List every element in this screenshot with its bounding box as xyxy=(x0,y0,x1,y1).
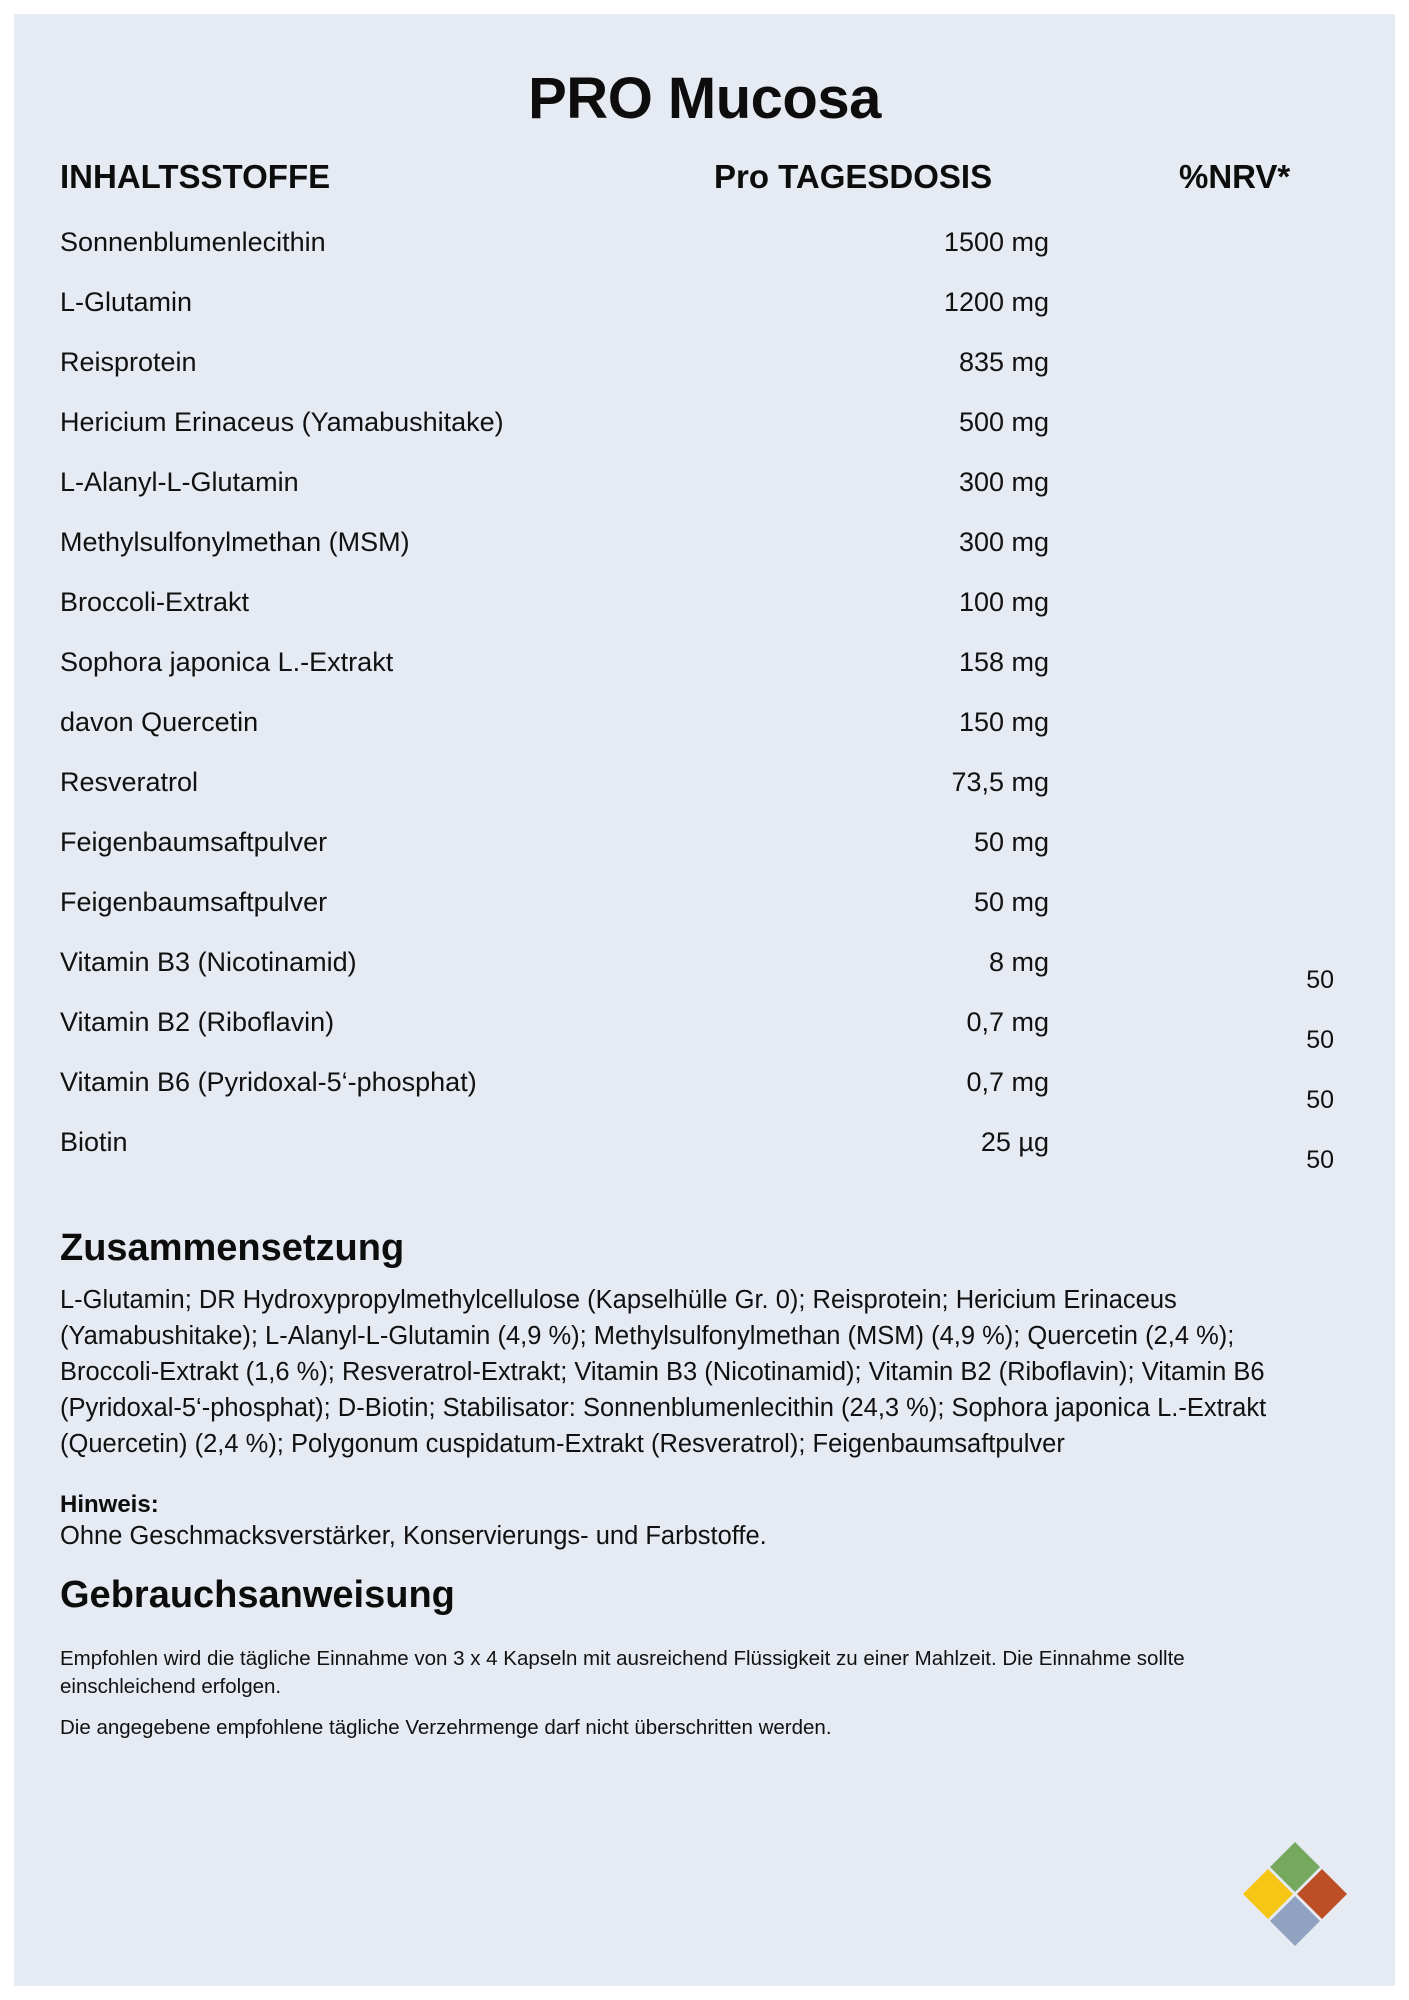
table-row xyxy=(14,284,1395,344)
page-title: PRO Mucosa xyxy=(528,66,881,131)
column-header-ingredients: INHALTSSTOFFE xyxy=(60,158,331,195)
table-row xyxy=(14,224,1395,284)
ingredient-name: Resveratrol xyxy=(60,767,199,797)
table-row xyxy=(14,1064,1395,1124)
ingredient-dose: 25 µg xyxy=(980,1127,1049,1157)
ingredient-dose: 158 mg xyxy=(958,647,1049,677)
ingredient-name: Methylsulfonylmethan (MSM) xyxy=(60,527,410,557)
supplement-label-panel xyxy=(14,14,1395,1986)
hinweis-section xyxy=(14,1491,1395,1553)
ingredient-name: L-Glutamin xyxy=(60,287,193,317)
ingredient-name: Feigenbaumsaftpulver xyxy=(60,887,328,917)
table-row xyxy=(14,584,1395,644)
table-row xyxy=(14,884,1395,944)
ingredient-name: Sophora japonica L.-Extrakt xyxy=(60,647,394,677)
table-row xyxy=(14,824,1395,884)
usage-paragraph-1: Empfohlen wird die tägliche Einnahme von 3 x 4 Kapseln mit ausreichend Flüssigkeit zu einer Mahlzeit. Die Einnahme sollte einschleichend erfolgen. xyxy=(60,1646,1185,1699)
ingredient-nrv: 50 xyxy=(1306,1146,1334,1174)
ingredient-dose: 100 mg xyxy=(958,587,1049,617)
ingredient-dose: 300 mg xyxy=(958,467,1049,497)
usage-heading: Gebrauchsanweisung xyxy=(60,1574,455,1617)
ingredient-name: Feigenbaumsaftpulver xyxy=(60,827,328,857)
composition-text: L-Glutamin; DR Hydroxypropylmethylcellulose (Kapselhülle Gr. 0); Reisprotein; Hericium Erinaceus (Yamabushitake); L-Alanyl-L-Glutamin (4,9 %); Methylsulfonylmethan (MSM) (4,9 %); Quercetin (2,4 %); Broccoli-Extrakt (1,6 %); Resveratrol-Extrakt; Vitamin B3 (Nicotinamid); Vitamin B2 (Riboflavin); Vitamin B6 (Pyridoxal-5‘-phosphat); D-Biotin; Stabilisator: Sonnenblumenlecithin (24,3 %); Sophora japonica L.-Extrakt (Quercetin) (2,4 %); Polygonum cuspidatum-Extrakt (Resveratrol); Feigenbaumsaftpulver xyxy=(60,1285,1267,1459)
ingredient-nrv: 50 xyxy=(1306,1086,1334,1114)
hinweis-label: Hinweis: xyxy=(60,1490,159,1518)
ingredient-dose: 500 mg xyxy=(958,407,1049,437)
ingredient-name: Broccoli-Extrakt xyxy=(60,587,250,617)
ingredient-dose: 1200 mg xyxy=(943,287,1049,317)
composition-heading: Zusammensetzung xyxy=(60,1227,405,1269)
ingredient-name: Biotin xyxy=(60,1127,128,1157)
hinweis-text: Ohne Geschmacksverstärker, Konservierungs- und Farbstoffe. xyxy=(60,1521,767,1550)
table-row xyxy=(14,704,1395,764)
table-header-row xyxy=(14,158,1395,202)
ingredient-dose: 300 mg xyxy=(958,527,1049,557)
usage-section xyxy=(14,1619,1395,1743)
ingredient-name: Sonnenblumenlecithin xyxy=(60,227,326,257)
ingredient-name: davon Quercetin xyxy=(60,707,259,737)
table-row xyxy=(14,344,1395,404)
ingredient-dose: 0,7 mg xyxy=(966,1067,1049,1097)
ingredient-dose: 1500 mg xyxy=(943,227,1049,257)
column-header-dose: Pro TAGESDOSIS xyxy=(714,158,993,195)
ingredient-name: Vitamin B2 (Riboflavin) xyxy=(60,1007,335,1037)
ingredient-name: Hericium Erinaceus (Yamabushitake) xyxy=(60,407,504,437)
composition-section xyxy=(14,1226,1395,1463)
ingredient-dose: 50 mg xyxy=(973,887,1049,917)
usage-paragraph-2: Die angegebene empfohlene tägliche Verzehrmenge darf nicht überschritten werden. xyxy=(60,1716,832,1739)
ingredient-name: Vitamin B3 (Nicotinamid) xyxy=(60,947,357,977)
column-header-nrv: %NRV* xyxy=(1179,158,1291,195)
ingredient-nrv: 50 xyxy=(1306,1026,1334,1054)
table-row xyxy=(14,404,1395,464)
ingredient-dose: 73,5 mg xyxy=(951,767,1049,797)
ingredient-dose: 8 mg xyxy=(988,947,1049,977)
four-diamond-logo-icon xyxy=(1239,1838,1351,1950)
table-row xyxy=(14,524,1395,584)
table-row xyxy=(14,1124,1395,1184)
ingredient-dose: 0,7 mg xyxy=(966,1007,1049,1037)
ingredient-name: Vitamin B6 (Pyridoxal-5‘-phosphat) xyxy=(60,1067,477,1097)
table-row xyxy=(14,464,1395,524)
table-row xyxy=(14,944,1395,1004)
ingredient-table-body xyxy=(14,224,1395,1184)
ingredient-name: Reisprotein xyxy=(60,347,197,377)
table-row xyxy=(14,1004,1395,1064)
ingredient-nrv: 50 xyxy=(1306,966,1334,994)
table-row xyxy=(14,644,1395,704)
ingredient-name: L-Alanyl-L-Glutamin xyxy=(60,467,299,497)
ingredient-dose: 835 mg xyxy=(958,347,1049,377)
ingredient-dose: 50 mg xyxy=(973,827,1049,857)
ingredient-dose: 150 mg xyxy=(958,707,1049,737)
table-row xyxy=(14,764,1395,824)
